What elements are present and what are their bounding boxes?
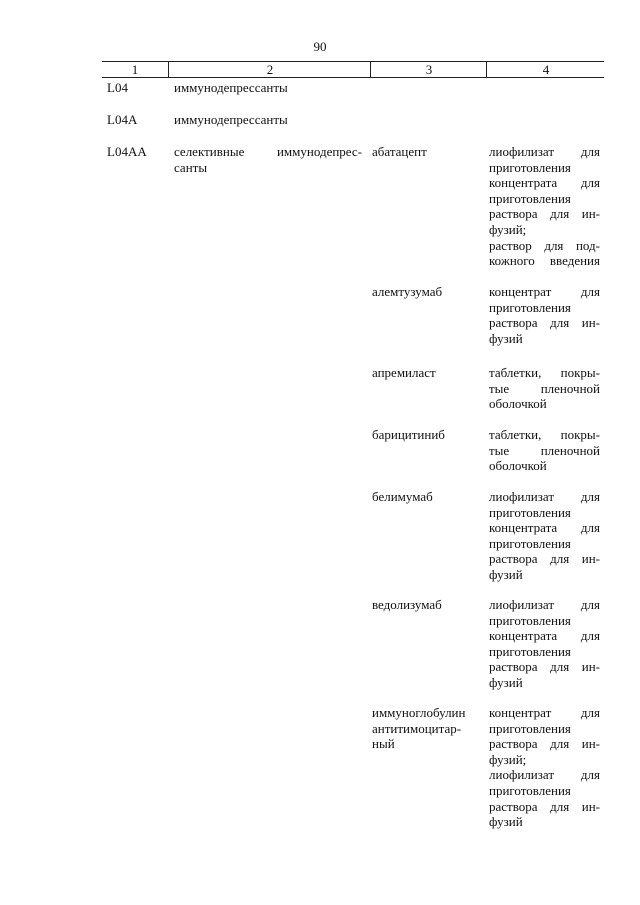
word: концентрат [489,284,552,299]
word: таблетки, [489,427,542,442]
dosage-form-line [489,736,600,752]
word: для [580,284,600,299]
dosage-form-line [489,253,600,269]
atc-code: L04A [107,112,138,127]
dosage-form-line [489,628,600,644]
word: для [550,315,570,331]
dosage-form-line [489,427,600,443]
dosage-form-line [489,443,600,459]
dosage-form [489,597,600,691]
drug-name [372,284,480,300]
word: лиофилизат [489,597,555,612]
word: для [550,206,570,222]
drug-name-line: иммуноглобулин [372,705,466,720]
word: введения [549,253,600,269]
dosage-form-line [489,381,600,397]
dosage-form-line: фузий [489,814,523,830]
dosage-form-line: приготовления [489,299,571,315]
word: для [580,705,600,720]
word: раствора [489,551,538,567]
word: под- [575,237,600,253]
word: для [550,659,570,675]
header-col-3: 3 [370,62,487,77]
dosage-form-line: оболочкой [489,458,547,474]
word: для [580,489,600,504]
dosage-form-line [489,551,600,567]
dosage-form-line [489,705,600,721]
dosage-form-line [489,659,600,675]
word: для [580,144,600,159]
drug-name-line: барицитиниб [372,427,445,442]
atc-code: L04 [107,80,128,95]
dosage-form-line: приготовления [489,535,571,551]
dosage-form-line: фузий [489,330,523,346]
word: для [580,597,600,612]
dosage-form-line: приготовления [489,643,571,659]
dosage-form-line: приготовления [489,190,571,206]
dosage-form-line [489,284,600,300]
word: покры- [560,365,600,380]
atc-group [174,144,362,176]
drug-name-line: алемтузумаб [372,284,443,299]
word: раствора [489,315,538,331]
dosage-form-line [489,144,600,160]
word: лиофилизат [489,144,555,159]
dosage-form [489,365,600,412]
dosage-form [489,284,600,346]
drug-name [372,427,480,443]
dosage-form-line [489,175,600,191]
word: тые [489,442,510,458]
atc-group: иммунодепрессанты [174,112,288,127]
word: лиофилизат [489,489,555,504]
dosage-form-line [489,489,600,505]
dosage-form-line: приготовления [489,612,571,628]
drug-name-line: ведолизумаб [372,597,442,612]
word: раствора [489,659,538,675]
header-col-4: 4 [486,62,605,77]
header-col-1: 1 [131,62,139,77]
dosage-form-line [489,365,600,381]
table-header [102,61,604,78]
drug-name-line: антитимоцитар- [372,720,462,736]
atc-group: иммунодепрессанты [174,80,288,95]
word: раствор [489,237,532,253]
drug-name [372,705,480,752]
dosage-form [489,489,600,583]
word: для [550,736,570,752]
dosage-form-line [489,315,600,331]
word: лиофилизат [489,767,555,783]
drug-name-line: белимумаб [372,489,433,504]
word: для [550,798,570,814]
word: ин- [581,736,600,752]
dosage-form-line: фузий [489,674,523,690]
word: пленочной [540,380,600,396]
dosage-form-line: приготовления [489,782,571,798]
word: для [550,551,570,567]
drug-name [372,144,480,160]
dosage-form [489,705,600,830]
dosage-form-line [489,799,600,815]
dosage-form-line [489,520,600,536]
dosage-form-line: фузий; [489,751,527,767]
word: раствора [489,736,538,752]
word: раствора [489,798,538,814]
word: концентрата [489,628,558,644]
word: для [580,767,600,783]
word: ин- [581,551,600,567]
word: для [580,520,600,536]
word: для [580,628,600,644]
drug-name [372,489,480,505]
word: концентрата [489,175,558,191]
word: концентрата [489,520,558,536]
dosage-form-line: приготовления [489,720,571,736]
dosage-form-line: оболочкой [489,396,547,412]
atc-group-line: селективные [174,144,245,159]
dosage-form-line [489,238,600,254]
header-col-2: 2 [168,62,371,77]
word: для [544,237,564,253]
word: тые [489,380,510,396]
dosage-form [489,427,600,474]
page-number: 90 [313,39,327,54]
word: покры- [560,427,600,442]
drug-name [372,597,480,613]
dosage-form-line: приготовления [489,159,571,175]
drug-name-line: апремиласт [372,365,436,380]
word: концентрат [489,705,552,720]
drug-name [372,365,480,381]
word: кожного [489,253,535,269]
word: ин- [581,315,600,331]
word: ин- [581,206,600,222]
dosage-form-line: фузий [489,566,523,582]
drug-name-line: абатацепт [372,144,427,159]
word: для [580,175,600,191]
atc-group-line: санты [174,159,208,175]
atc-code: L04AA [107,144,147,159]
dosage-form-line: фузий; [489,221,527,237]
dosage-form-line [489,597,600,613]
dosage-form [489,144,600,269]
word: пленочной [540,442,600,458]
dosage-form-line [489,767,600,783]
atc-group-line: иммунодепрес- [276,144,362,159]
word: таблетки, [489,365,542,380]
word: ин- [581,659,600,675]
word: ин- [581,798,600,814]
dosage-form-line: приготовления [489,504,571,520]
dosage-form-line [489,206,600,222]
drug-name-line: ный [372,736,395,752]
word: раствора [489,206,538,222]
